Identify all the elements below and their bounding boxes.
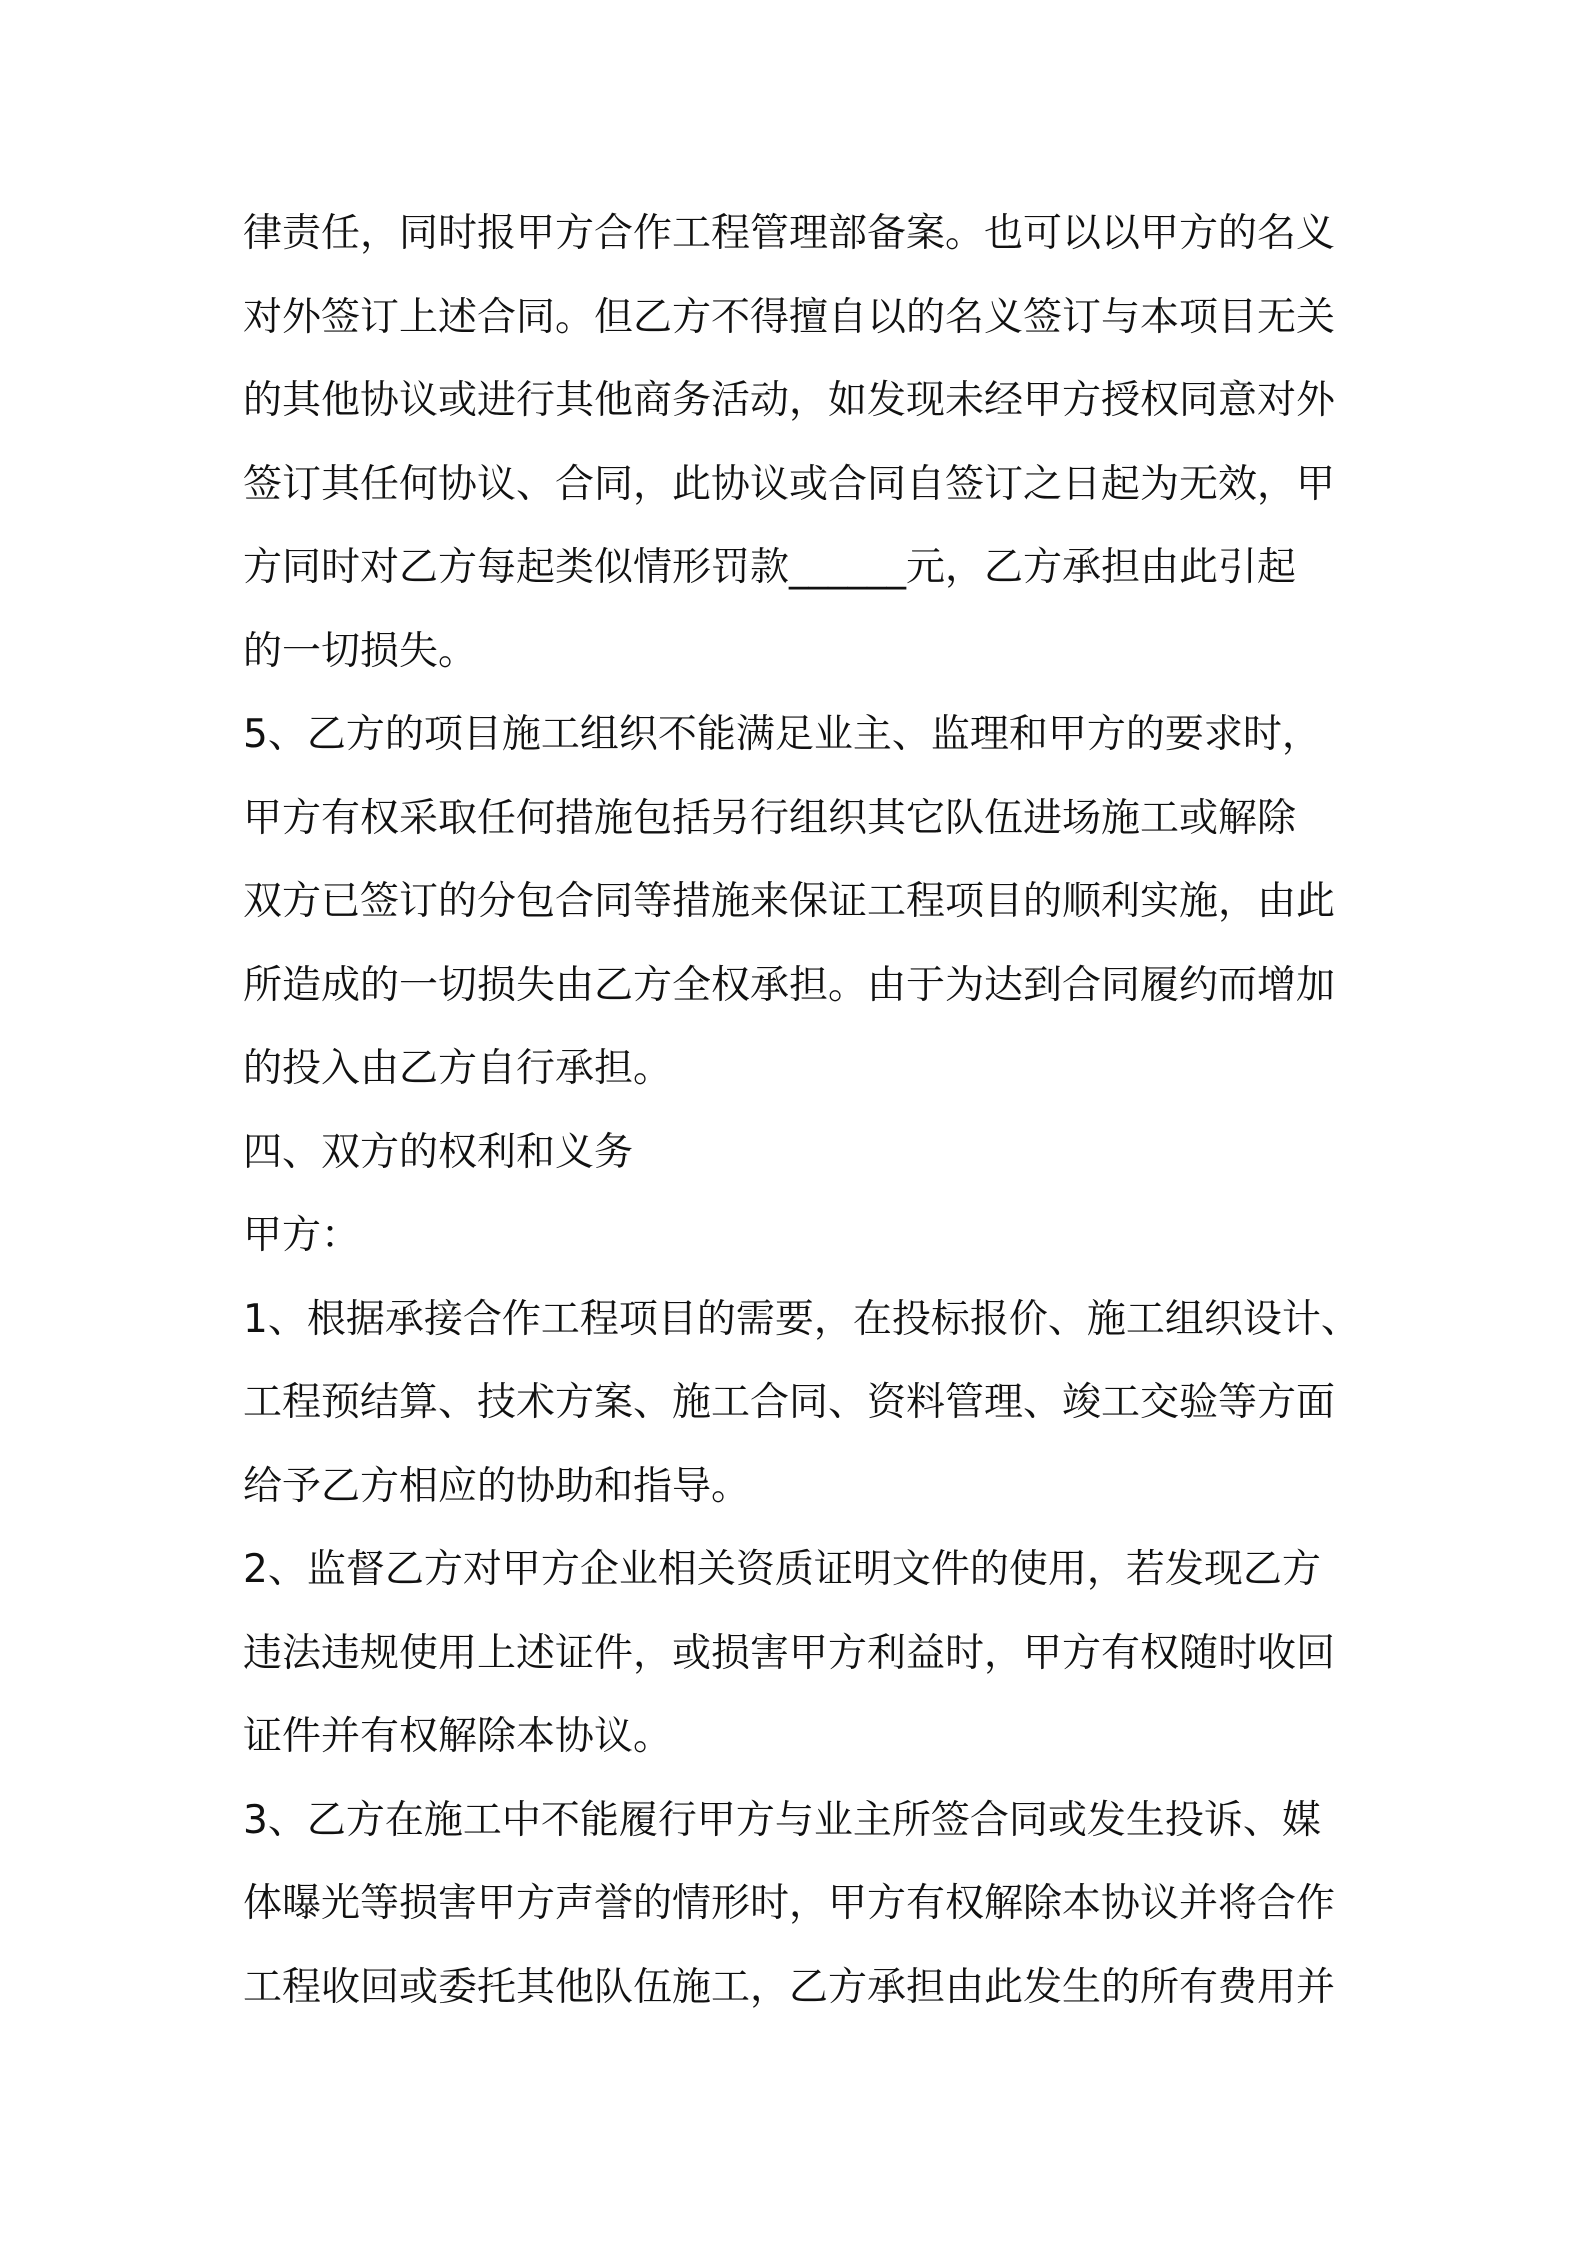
text-line: 的其他协议或进行其他商务活动，如发现未经甲方授权同意对外 [243, 378, 1336, 423]
text-line: 律责任，同时报甲方合作工程管理部备案。也可以以甲方的名义 [243, 211, 1336, 256]
text-line: 所造成的一切损失由乙方全权承担。由于为达到合同履约而增加 [243, 962, 1336, 1008]
text-line: 3、乙方在施工中不能履行甲方与业主所签合同或发生投诉、媒 [243, 1797, 1321, 1843]
text-line: 5、乙方的项目施工组织不能满足业主、监理和甲方的要求时， [243, 712, 1321, 757]
document-body [243, 192, 1363, 2029]
text-line: 证件并有权解除本协议。 [243, 1714, 673, 1759]
text-line: 体曝光等损害甲方声誉的情形时，甲方有权解除本协议并将合作 [243, 1881, 1336, 1926]
text-line: 工程收回或委托其他队伍施工，乙方承担由此发生的所有费用并 [243, 1964, 1336, 2010]
text-line: 工程预结算、技术方案、施工合同、资料管理、竣工交验等方面 [243, 1380, 1336, 1425]
text-line: 方同时对乙方每起类似情形罚款______元，乙方承担由此引起 [243, 545, 1297, 590]
section-heading: 四、双方的权利和义务 [243, 1129, 634, 1175]
text-line: 的投入由乙方自行承担。 [243, 1046, 673, 1091]
text-line: 的一切损失。 [243, 628, 478, 674]
text-line: 给予乙方相应的协助和指导。 [243, 1463, 751, 1509]
text-line: 2、监督乙方对甲方企业相关资质证明文件的使用，若发现乙方 [243, 1547, 1321, 1592]
text-line: 违法违规使用上述证件，或损害甲方利益时，甲方有权随时收回 [243, 1630, 1336, 1676]
text-line: 签订其任何协议、合同，此协议或合同自签订之日起为无效，甲 [243, 461, 1336, 507]
text-line: 1、根据承接合作工程项目的需要，在投标报价、施工组织设计、 [243, 1296, 1360, 1342]
text-line: 双方已签订的分包合同等措施来保证工程项目的顺利实施，由此 [243, 879, 1336, 924]
text-line: 甲方有权采取任何措施包括另行组织其它队伍进场施工或解除 [243, 795, 1297, 841]
party-heading: 甲方： [243, 1213, 361, 1258]
text-line: 对外签订上述合同。但乙方不得擅自以的名义签订与本项目无关 [243, 294, 1336, 340]
